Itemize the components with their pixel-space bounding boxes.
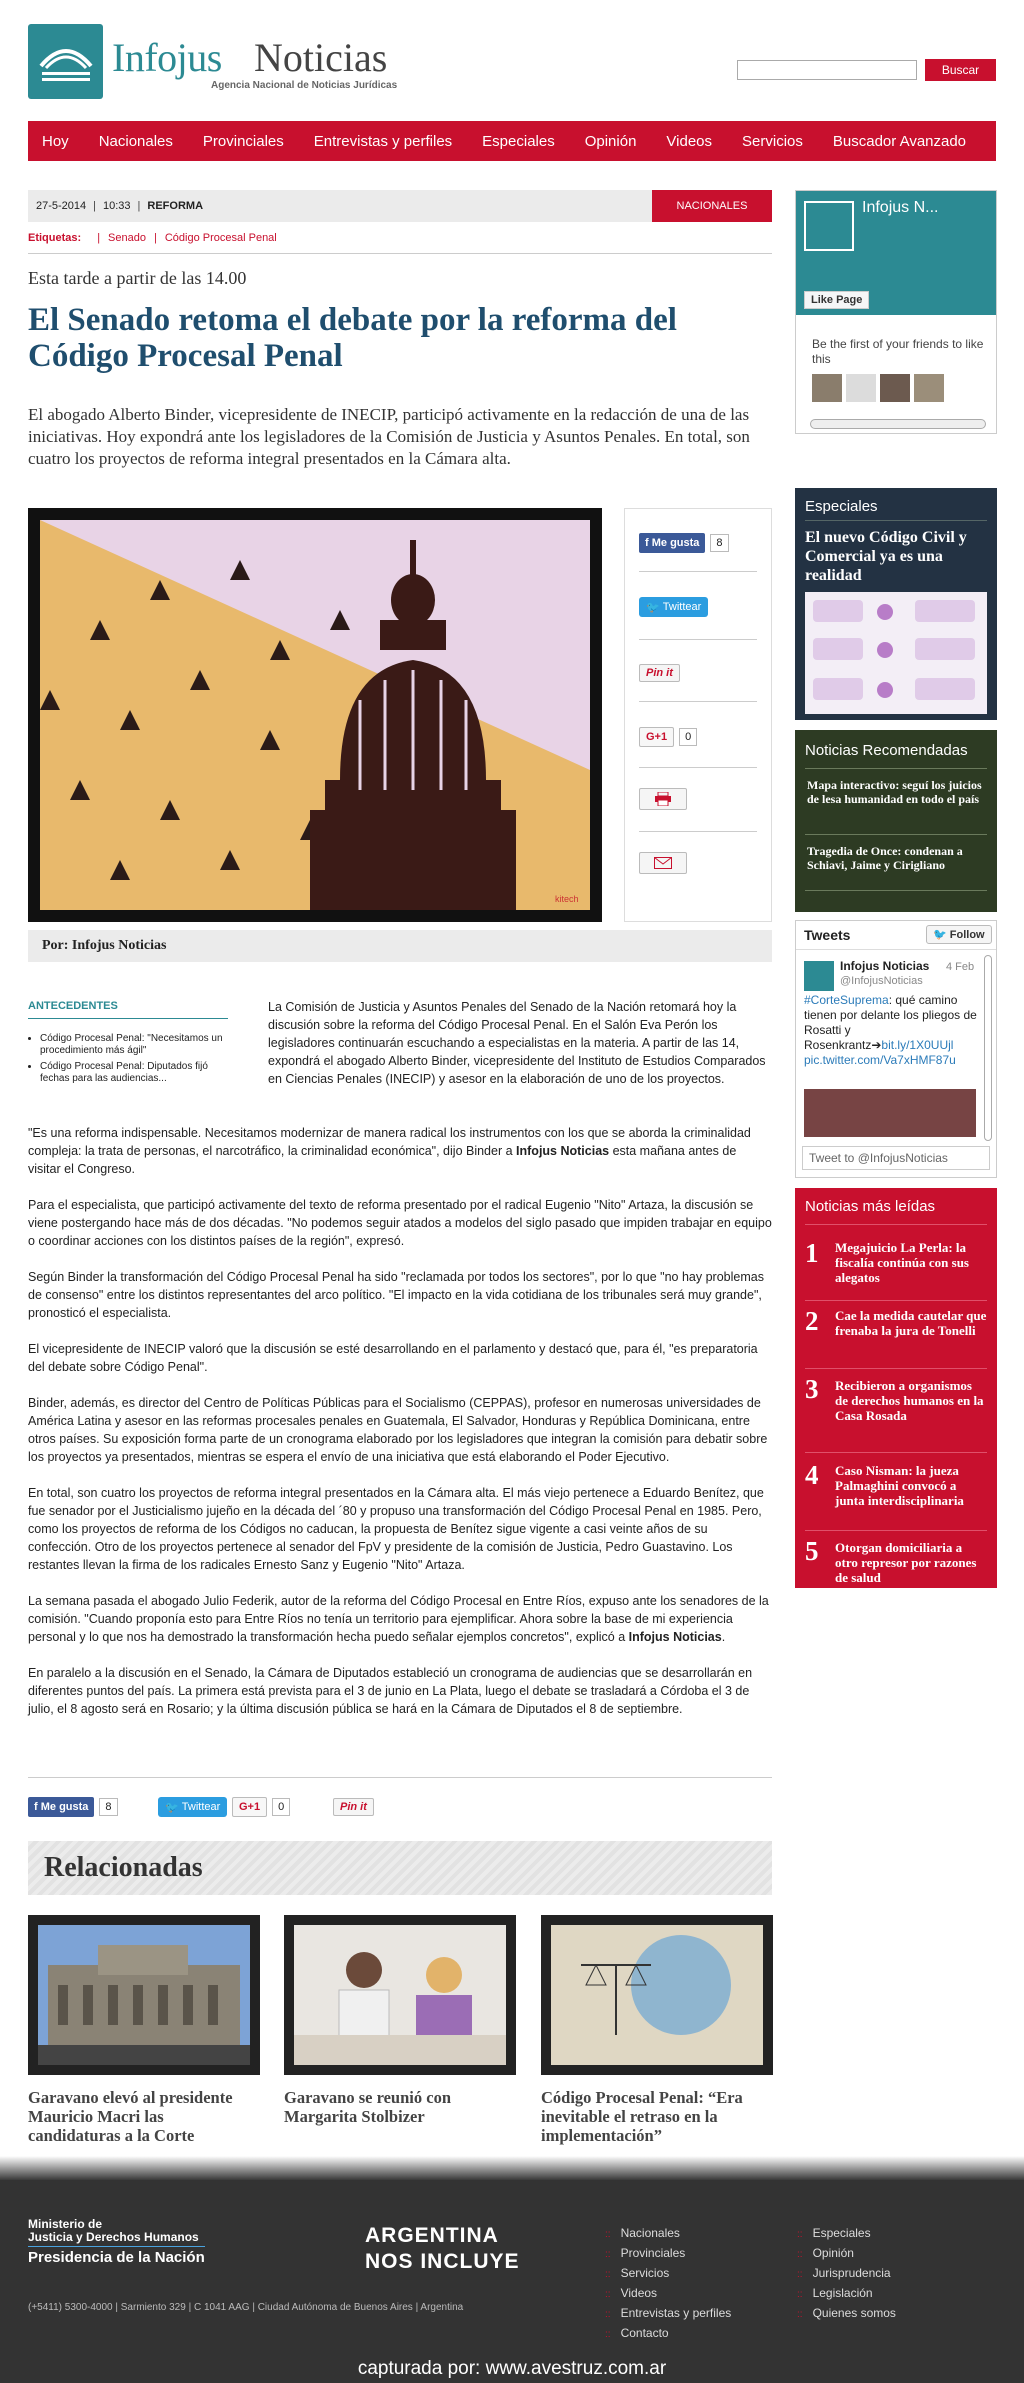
antecedentes-list xyxy=(40,1033,230,1089)
twitter-follow-button[interactable] xyxy=(926,925,992,944)
footer-link[interactable]: :: Servicios xyxy=(605,2266,669,2280)
divider xyxy=(805,1368,987,1369)
mas-leidas-box xyxy=(795,1188,997,1588)
tweet-date[interactable]: 4 Feb xyxy=(946,961,975,973)
fb-page-name[interactable]: Infojus N... xyxy=(862,199,939,216)
search-input[interactable] xyxy=(737,60,917,80)
divider xyxy=(639,701,757,702)
site-footer xyxy=(0,2180,1024,2383)
fb-like-button[interactable] xyxy=(28,1797,94,1817)
nav-item-buscador[interactable]: Buscador Avanzado xyxy=(832,132,967,150)
share-bar-bottom xyxy=(28,1797,772,1819)
gplus-widget xyxy=(232,1797,290,1817)
tweets-heading: Tweets xyxy=(804,927,851,943)
divider xyxy=(28,1018,228,1019)
nav-item-especiales[interactable]: Especiales xyxy=(482,132,555,150)
article-paragraph xyxy=(28,1124,772,1178)
article-paragraph: La Comisión de Justicia y Asuntos Penales del Senado de la Nación retomará hoy la discusión sobre la reforma del Código Procesal Penal. En el Salón Eva Perón los legisladores continuarán escuchando a especialistas en la materia. A partir de las 14, expondrá el abogado Alberto Binder, vicepresidente del Instituto de Estudios Comparados en Ciencias Penales (INECIP) y asesor en la elaboración de uno de los proyectos. xyxy=(268,1000,766,1086)
antecedentes-heading: ANTECEDENTES xyxy=(28,1000,118,1012)
nav-item-videos[interactable]: Videos xyxy=(666,132,713,150)
rank-number: 1 xyxy=(805,1238,819,1268)
fb-like-label: Me gusta xyxy=(651,537,700,549)
print-widget xyxy=(639,789,687,809)
logo-icon[interactable] xyxy=(28,24,103,99)
fb-friend-avatar[interactable] xyxy=(880,374,910,402)
tweet-author-handle[interactable]: @InfojusNoticias xyxy=(840,975,923,987)
especiales-box xyxy=(795,488,997,720)
rank-number: 2 xyxy=(805,1306,819,1336)
divider xyxy=(805,1300,987,1301)
print-icon[interactable] xyxy=(639,788,687,810)
paragraph-bold-text: Infojus Noticias xyxy=(628,1630,722,1644)
paragraph-text: esta mañana antes de visitar el Congreso. xyxy=(28,1144,737,1176)
tag-separator: | xyxy=(153,232,157,244)
tweet-author-name[interactable]: Infojus Noticias xyxy=(840,959,930,973)
gplus-button[interactable]: G+1 xyxy=(232,1797,267,1817)
divider xyxy=(805,768,987,769)
article-title: El Senado retoma el debate por la reforma del Código Procesal Penal xyxy=(28,302,677,374)
capture-watermark: capturada por: www.avestruz.com.ar xyxy=(357,2358,667,2379)
photo-credit: kitech xyxy=(555,894,579,904)
article-byline: Por: Infojus Noticias xyxy=(28,930,772,962)
divider xyxy=(805,890,987,891)
article-paragraph xyxy=(28,1592,772,1646)
tweet-hashtag-link[interactable]: #CorteSuprema xyxy=(804,993,889,1007)
divider xyxy=(805,1530,987,1531)
mas-leida-link[interactable]: Cae la medida cautelar que frenaba la jura de Tonelli xyxy=(835,1308,987,1338)
nav-item-hoy[interactable]: Hoy xyxy=(42,132,69,150)
tweet-to-input[interactable]: Tweet to @InfojusNoticias xyxy=(802,1146,990,1170)
fb-page-widget xyxy=(795,190,997,434)
related-heading: Relacionadas xyxy=(28,1841,772,1895)
tweet-body: : qué camino tienen por delante los pliegos de Rosatti y Rosenkrantz➔ xyxy=(804,993,977,1052)
meta-separator: | xyxy=(137,200,141,212)
ministry-line-2: Justicia y Derechos Humanos xyxy=(28,2230,199,2244)
mas-leida-link[interactable]: Megajuicio La Perla: la fiscalía continúa con sus alegatos xyxy=(835,1240,969,1285)
tweet-text xyxy=(804,993,984,1068)
fb-icon: f xyxy=(645,537,652,549)
divider xyxy=(805,1452,987,1453)
divider xyxy=(639,767,757,768)
pinit-widget xyxy=(639,663,680,683)
tweet-button[interactable] xyxy=(158,1797,227,1817)
logo-text-primary[interactable]: Infojus xyxy=(112,35,222,80)
fb-like-page-button[interactable]: Like Page xyxy=(804,291,869,309)
footer-link[interactable]: :: Legislación xyxy=(797,2286,873,2300)
article-body xyxy=(28,1124,772,1736)
divider xyxy=(639,639,757,640)
meta-separator: | xyxy=(93,200,97,212)
twitter-bird-icon: 🐦 xyxy=(646,601,663,614)
article-paragraph: En total, son cuatro los proyectos de reforma integral presentados en la Cámara alta. El más viejo pertenece a Eduardo Benítez, que fue senador por el Justicialismo jujeño en la década del ´80 y propuso una transformación del Código Procesal Penal en 1985. Pero, como los proyectos de reforma de los Códigos no caducan, la propuesta de Benítez sigue vigente a casi veinte años de su confección. Otro de los proyectos pertenece al senador del FpV y presidente de la comisión de Justicia, Pedro Guastavino. Los restantes llevan la firma de los radicales Ernesto Sanz y Eugenio "Nito" Artaza. xyxy=(28,1486,764,1572)
pinit-button[interactable]: Pin it xyxy=(333,1798,374,1816)
divider xyxy=(796,949,996,950)
twitter-bird-icon: 🐦 xyxy=(165,1801,182,1814)
tags-row xyxy=(28,232,277,244)
fb-friend-avatar[interactable] xyxy=(846,374,876,402)
tag-link-senado[interactable]: Senado xyxy=(108,232,146,244)
fb-page-avatar xyxy=(804,201,854,251)
related-image-3[interactable] xyxy=(541,1915,773,2075)
rank-number: 5 xyxy=(805,1536,819,1566)
pinit-button[interactable]: Pin it xyxy=(639,664,680,682)
especiales-heading: Especiales xyxy=(805,498,878,515)
divider xyxy=(639,831,757,832)
divider xyxy=(639,571,757,572)
tag-separator: | xyxy=(97,232,101,244)
paragraph-bold-text: Infojus Noticias xyxy=(516,1144,610,1158)
paragraph-text: "Es una reforma indispensable. Necesitamos modernizar de manera radical los instrumentos con los que se aborda la criminalidad compleja: la trata de personas, el narcotráfico, la criminalidad económica", dijo Binder a xyxy=(28,1126,751,1158)
paragraph-text: . xyxy=(721,1630,726,1644)
article-paragraph: Binder, además, es director del Centro de Políticas Públicas para el Socialismo (CEPPAS), profesor en numerosas universidades de América Latina y asesor en las reformas procesales penales en Guatemala, El Salvador, Honduras y República Dominicana, entre otros países. Su exposición forma parte de un cronograma elaborado por los legisladores que integran la comisión para debatir sobre los proyectos ya presentados, mientras se espera el envío de una iniciativa que está elaborando el Poder Ejecutivo. xyxy=(28,1396,768,1464)
footer-link[interactable]: :: Especiales xyxy=(797,2226,871,2240)
ministry-logo[interactable] xyxy=(28,2218,199,2244)
antecedente-link[interactable]: • Código Procesal Penal: "Necesitamos un procedimiento más ágil" xyxy=(40,1033,230,1057)
fb-friend-avatar[interactable] xyxy=(914,374,944,402)
site-header xyxy=(28,24,996,104)
fb-like-widget xyxy=(639,533,729,553)
especiales-title[interactable]: El nuevo Código Civil y Comercial ya es una realidad xyxy=(805,529,967,584)
related-image-1[interactable] xyxy=(28,1915,260,2075)
recomendadas-heading: Noticias Recomendadas xyxy=(805,742,968,759)
logo-subtitle: Agencia Nacional de Noticias Jurídicas xyxy=(211,80,398,91)
twitter-bird-icon: 🐦 xyxy=(933,929,950,941)
argentina-logo-line-1: ARGENTINA xyxy=(365,2224,499,2247)
gplus-count: 0 xyxy=(272,1798,290,1816)
divider xyxy=(28,1777,772,1778)
email-widget xyxy=(639,853,687,873)
tweet-pic-link[interactable]: pic.twitter.com/Va7xHMF87u xyxy=(804,1053,956,1067)
article-paragraph: Para el especialista, que participó activamente del texto de reforma presentado por el radical Eugenio "Nito" Artaza, la discusión se viene postergando hace más de dos décadas. "No podemos seguir atados a modelos del siglo pasado que impiden trabajar en equipo o coordinar acciones con los distintos países de la región", expresó. xyxy=(28,1198,772,1248)
article-paragraph: En paralelo a la discusión en el Senado, la Cámara de Diputados estableció un cronograma de audiencias que se desarrollarán en diferentes puntos del país. La primera está prevista para el 3 de junio en La Plata, luego el debate se trasladará a Córdoba el 3 de julio, el 8 agosto será en Rosario; y la última discusión pública se hará en la Cámara de Diputados el 8 de septiembre. xyxy=(28,1666,753,1716)
tweet-image[interactable] xyxy=(804,1089,976,1137)
article-section: REFORMA xyxy=(147,200,204,212)
recomendada-link[interactable]: Mapa interactivo: seguí los juicios de lesa humanidad en todo el país xyxy=(807,778,982,806)
footer-link[interactable]: :: Contacto xyxy=(605,2326,669,2340)
article-kicker: Esta tarde a partir de las 14.00 xyxy=(28,268,247,288)
email-icon[interactable] xyxy=(639,852,687,874)
ministry-line-1: Ministerio de xyxy=(28,2217,103,2231)
footer-link[interactable]: :: Opinión xyxy=(797,2246,854,2260)
paragraph-text: La semana pasada el abogado Julio Federik, autor de la reforma del Código Procesal en Entre Ríos, expuso ante los senadores de la comisión. "Cuando proponía esto para Entre Ríos no tenía un territorio para ejemplificar. Ahora sobre la base de mi experiencia personal y lo que nos ha demostrado la transformación hecha puedo señalar ejemplos concretos", explicó a xyxy=(28,1594,769,1644)
pinit-widget xyxy=(333,1797,374,1817)
related-title-3[interactable]: Código Procesal Penal: “Era inevitable el retraso en la implementación” xyxy=(541,2088,743,2145)
footer-link[interactable]: :: Quienes somos xyxy=(797,2306,896,2320)
follow-label: Follow xyxy=(949,929,985,941)
related-image-2[interactable] xyxy=(284,1915,516,2075)
rank-number: 4 xyxy=(805,1460,819,1490)
main-nav xyxy=(28,121,996,161)
logo-text-secondary[interactable]: Noticias xyxy=(254,35,388,80)
related-title-2[interactable]: Garavano se reunió con Margarita Stolbizer xyxy=(284,2088,451,2126)
tweets-scrollbar[interactable] xyxy=(984,955,992,1141)
mas-leida-link[interactable]: Otorgan domiciliaria a otro represor por razones de salud xyxy=(835,1540,977,1585)
tweet-label: Twittear xyxy=(662,601,702,613)
divider xyxy=(28,253,772,254)
nav-item-entrevistas[interactable]: Entrevistas y perfiles xyxy=(313,132,453,150)
antecedente-link[interactable]: • Código Procesal Penal: Diputados fijó fechas para las audiencias... xyxy=(40,1061,230,1085)
fb-page-cover[interactable] xyxy=(796,191,996,315)
article-paragraph: Según Binder la transformación del Código Procesal Penal ha sido "reclamada por todos los sectores", por lo que "no hay problemas de consenso" entre los distintos representantes del arco político. "El impacto en la vida cotidiana de los tribunales será muy grande", pronosticó el especialista. xyxy=(28,1270,764,1320)
article-date: 27-5-2014 xyxy=(36,200,87,212)
rank-number: 3 xyxy=(805,1374,819,1404)
article-paragraph: El vicepresidente de INECIP valoró que la discusión se esté desarrollando en el parlamento y destacó que, para él, "es preparatoria del debate sobre Código Penal". xyxy=(28,1342,758,1374)
divider xyxy=(805,520,987,521)
fb-like-label: Me gusta xyxy=(40,1801,89,1813)
fb-like-widget xyxy=(28,1797,118,1817)
nav-item-servicios[interactable]: Servicios xyxy=(742,132,803,150)
recomendada-link[interactable]: Tragedia de Once: condenan a Schiavi, Jaime y Cirigliano xyxy=(807,844,963,872)
tweet-widget xyxy=(158,1797,227,1817)
tags-label: Etiquetas: xyxy=(28,232,82,244)
mas-leida-link[interactable]: Recibieron a organismos de derechos humanos en la Casa Rosada xyxy=(835,1378,984,1423)
footer-link[interactable]: :: Entrevistas y perfiles xyxy=(605,2306,731,2320)
article-time: 10:33 xyxy=(103,200,131,212)
tweet-label: Twittear xyxy=(181,1801,221,1813)
mas-leida-link[interactable]: Caso Nisman: la jueza Palmaghini convocó a junta interdisciplinaria xyxy=(835,1463,964,1508)
related-title-1[interactable]: Garavano elevó al presidente Mauricio Macri las candidaturas a la Corte xyxy=(28,2088,233,2145)
twitter-avatar[interactable] xyxy=(804,961,834,991)
presidency-label: Presidencia de la Nación xyxy=(28,2246,205,2266)
footer-address: (+5411) 5300-4000 | Sarmiento 329 | C 1041 AAG | Ciudad Autónoma de Buenos Aires | Argentina xyxy=(28,2302,464,2313)
tag-link-cpp[interactable]: Código Procesal Penal xyxy=(164,232,277,244)
article-photo xyxy=(28,508,602,922)
footer-link[interactable]: :: Videos xyxy=(605,2286,657,2300)
fb-scrollbar[interactable] xyxy=(810,419,986,429)
mas-leidas-heading: Noticias más leídas xyxy=(805,1198,936,1215)
fb-icon: f xyxy=(34,1801,41,1813)
gplus-count: 0 xyxy=(679,728,697,746)
argentina-logo-line-2: NOS INCLUYE xyxy=(365,2250,520,2273)
footer-shadow xyxy=(0,2156,1024,2180)
fb-friends-text: Be the first of your friends to like this xyxy=(812,337,984,366)
footer-link[interactable]: :: Jurisprudencia xyxy=(797,2266,891,2280)
footer-link[interactable]: :: Provinciales xyxy=(605,2246,685,2260)
footer-link[interactable]: :: Nacionales xyxy=(605,2226,680,2240)
share-box xyxy=(624,508,772,922)
gplus-button[interactable]: G+1 xyxy=(639,727,674,747)
nav-item-nacionales[interactable]: Nacionales xyxy=(98,132,173,150)
divider xyxy=(805,1224,987,1225)
tweet-button[interactable] xyxy=(639,597,708,617)
fb-like-count: 8 xyxy=(710,534,728,552)
nav-item-provinciales[interactable]: Provinciales xyxy=(202,132,284,150)
recomendadas-box xyxy=(795,730,997,912)
article-lead: El abogado Alberto Binder, vicepresidente de INECIP, participó activamente en la redacción de una de las iniciativas. Hoy expondrá ante los legisladores de la Comisión de Justicia y Asuntos Penales. En total, son cuatro los proyectos de reforma integral presentados en la Cámara alta. xyxy=(28,405,750,468)
fb-like-button[interactable] xyxy=(639,533,705,553)
nav-item-opinion[interactable]: Opinión xyxy=(584,132,637,150)
fb-friend-avatar[interactable] xyxy=(812,374,842,402)
gplus-widget xyxy=(639,727,697,747)
divider xyxy=(805,834,987,835)
search-button[interactable]: Buscar xyxy=(925,59,996,81)
especiales-image[interactable] xyxy=(805,592,987,714)
twitter-timeline xyxy=(795,920,997,1178)
category-badge[interactable]: NACIONALES xyxy=(652,190,772,222)
fb-like-count: 8 xyxy=(99,1798,117,1816)
tweet-link[interactable]: bit.ly/1X0UUjl xyxy=(881,1038,954,1052)
tweet-widget xyxy=(639,597,708,617)
